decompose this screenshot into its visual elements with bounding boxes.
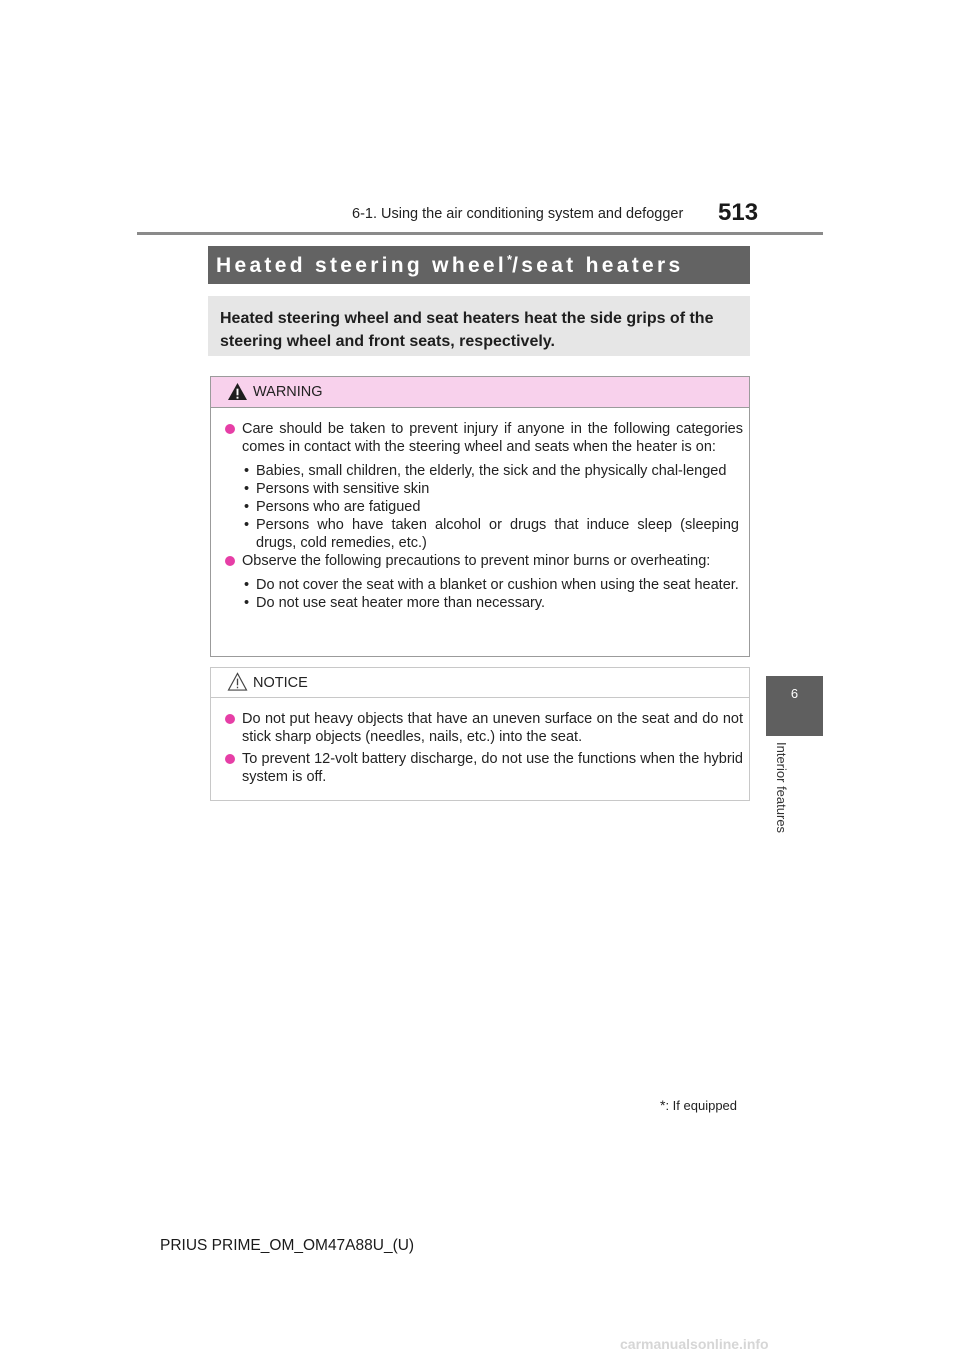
document-code: PRIUS PRIME_OM_OM47A88U_(U) [160,1237,415,1254]
page-number: 513 [718,199,759,226]
chapter-number: 6 [790,686,799,701]
warning-item: Observe the following precautions to prevent minor burns or overheating: [211,552,749,570]
lead-summary: Heated steering wheel and seat heaters heat the side grips of the steering wheel and front seats, respectively. [208,296,750,356]
notice-label: NOTICE [253,675,308,691]
section-title [208,246,750,284]
header-section-title: 6-1. Using the air conditioning system and defogger [352,206,684,222]
equipped-footnote [660,1097,737,1113]
footnote-text: : If equipped [665,1098,738,1113]
warning-subitem: • Do not cover the seat with a blanket or cushion when using the seat heater. [244,577,739,593]
warning-item: Care should be taken to prevent injury if anyone in the following categories comes in contact with the steering wheel and seats when the heater is on: [211,420,749,456]
warning-subitem: • Babies, small children, the elderly, the sick and the physically chal-lenged [244,463,727,479]
warning-subitem: • Persons with sensitive skin [244,481,430,497]
notice-item: To prevent 12-volt battery discharge, do not use the functions when the hybrid system is off. [211,750,749,786]
title-rest: /seat heaters [512,254,684,277]
notice-box [210,667,750,801]
title-main: Heated steering wheel [216,254,508,277]
warning-subitem: • Persons who have taken alcohol or drugs that induce sleep (sleeping drugs, cold remedies, etc.) [244,517,739,551]
bullet-icon [225,556,235,566]
warning-header [211,377,749,408]
footnote-marker: * [660,1097,666,1113]
notice-header [211,668,749,698]
warning-triangle-icon [227,382,248,401]
bullet-icon [225,754,235,764]
notice-item: Do not put heavy objects that have an uneven surface on the seat and do not stick sharp objects (needles, nails, etc.) into the seat. [211,710,749,746]
warning-subitem: • Do not use seat heater more than necessary. [244,595,546,611]
warning-subitem: • Persons who are fatigued [244,499,421,515]
warning-label: WARNING [253,384,323,400]
equipped-marker: * [507,252,513,267]
header-rule [137,232,823,235]
bullet-icon [225,424,235,434]
chapter-label: Interior features [774,742,789,834]
bullet-icon [225,714,235,724]
chapter-tab [766,676,823,736]
watermark: carmanualsonline.info [620,1336,769,1352]
notice-triangle-icon [227,672,248,691]
warning-box [210,376,750,657]
